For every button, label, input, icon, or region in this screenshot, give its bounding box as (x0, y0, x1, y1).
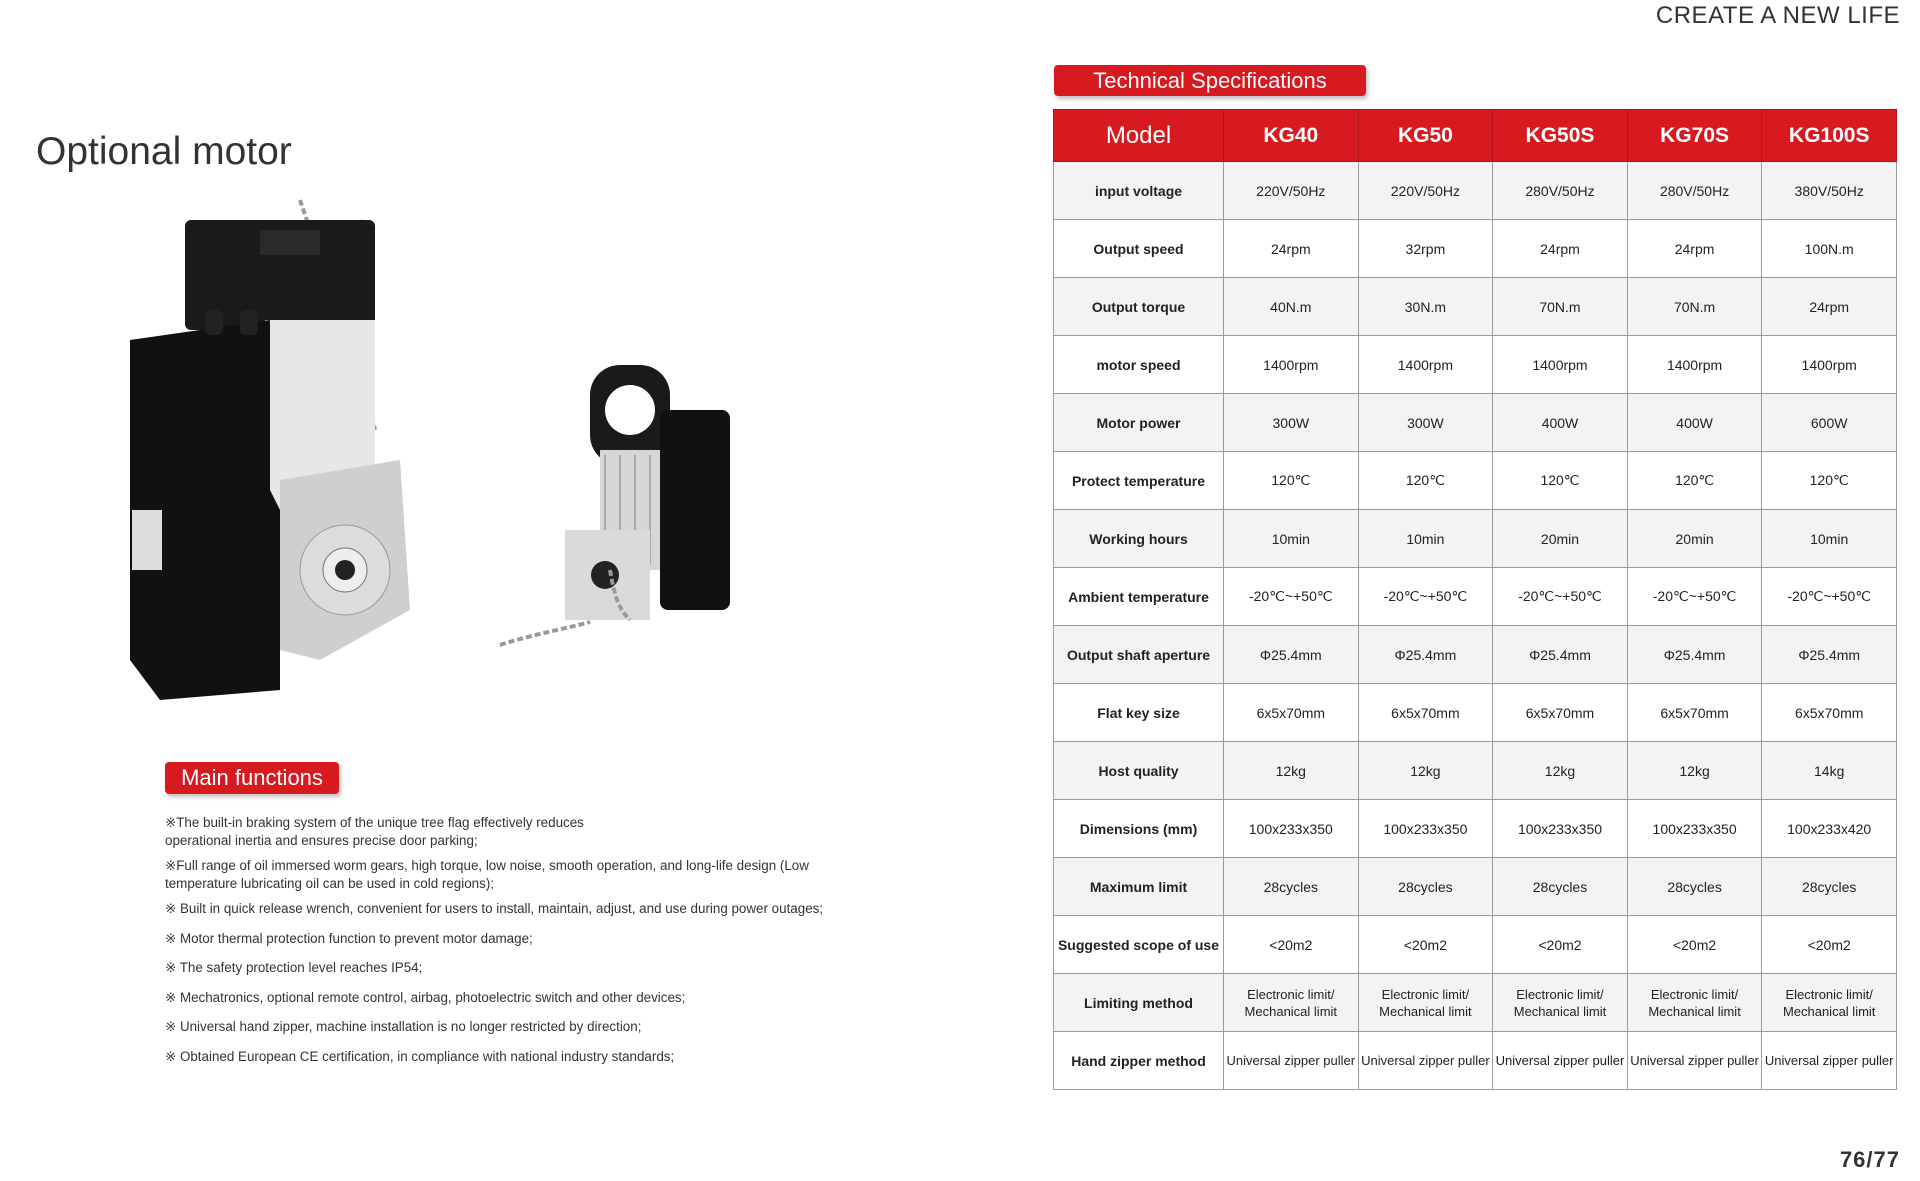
spec-value: 12kg (1627, 742, 1762, 800)
header-kg50s: KG50S (1493, 110, 1628, 162)
spec-value: 6x5x70mm (1358, 684, 1493, 742)
function-item: ※ Built in quick release wrench, convenient for users to install, maintain, adjust, and use during power outages; (165, 901, 824, 916)
spec-row (1054, 220, 1897, 278)
spec-value: 30N.m (1358, 278, 1493, 336)
spec-value: Φ25.4mm (1493, 626, 1628, 684)
spec-value: Universal zipper puller (1493, 1032, 1628, 1090)
spec-row (1054, 336, 1897, 394)
spec-value: Universal zipper puller (1358, 1032, 1493, 1090)
spec-value: -20℃~+50℃ (1358, 568, 1493, 626)
function-item: ※The built-in braking system of the unique tree flag effectively reduces operational inertia and ensures precise door parking; (165, 815, 584, 848)
spec-value: 24rpm (1493, 220, 1628, 278)
spec-value: 28cycles (1627, 858, 1762, 916)
function-item: ※ Mechatronics, optional remote control, airbag, photoelectric switch and other devices; (165, 989, 686, 1005)
spec-value: 300W (1358, 394, 1493, 452)
motor-image-large (110, 190, 440, 710)
main-functions-heading: Main functions (165, 762, 339, 794)
spec-value: 380V/50Hz (1762, 162, 1897, 220)
function-item: ※ The safety protection level reaches IP54; (165, 960, 423, 975)
spec-value: Φ25.4mm (1762, 626, 1897, 684)
spec-value: 24rpm (1224, 220, 1359, 278)
spec-row (1054, 510, 1897, 568)
spec-row (1054, 568, 1897, 626)
spec-value: 300W (1224, 394, 1359, 452)
spec-value: <20m2 (1493, 916, 1628, 974)
spec-value: 120℃ (1224, 452, 1359, 510)
spec-row (1054, 800, 1897, 858)
spec-value: 100x233x350 (1493, 800, 1628, 858)
spec-value: Electronic limit/ Mechanical limit (1493, 974, 1628, 1032)
spec-value: 100x233x350 (1627, 800, 1762, 858)
function-item: ※ Universal hand zipper, machine installation is no longer restricted by direction; (165, 1019, 642, 1034)
spec-label: Working hours (1054, 510, 1224, 568)
spec-value: 600W (1762, 394, 1897, 452)
spec-value: 28cycles (1762, 858, 1897, 916)
spec-value: 6x5x70mm (1493, 684, 1628, 742)
spec-value: -20℃~+50℃ (1493, 568, 1628, 626)
spec-value: 28cycles (1493, 858, 1628, 916)
spec-value: 6x5x70mm (1762, 684, 1897, 742)
function-item: ※ Motor thermal protection function to prevent motor damage; (165, 930, 533, 946)
spec-label: Suggested scope of use (1054, 916, 1224, 974)
spec-value: 100x233x350 (1358, 800, 1493, 858)
spec-value: Electronic limit/ Mechanical limit (1224, 974, 1359, 1032)
header-kg100s: KG100S (1762, 110, 1897, 162)
spec-value: 28cycles (1224, 858, 1359, 916)
function-item: ※Full range of oil immersed worm gears, high torque, low noise, smooth operation, and long-life design (Low temperature lubricating oil can be used in cold regions); (165, 858, 809, 891)
spec-label: Flat key size (1054, 684, 1224, 742)
spec-value: 400W (1627, 394, 1762, 452)
spec-value: 20min (1627, 510, 1762, 568)
spec-row (1054, 858, 1897, 916)
spec-value: 280V/50Hz (1493, 162, 1628, 220)
spec-value: <20m2 (1358, 916, 1493, 974)
spec-value: 28cycles (1358, 858, 1493, 916)
spec-row (1054, 162, 1897, 220)
spec-value: Universal zipper puller (1762, 1032, 1897, 1090)
spec-value: Electronic limit/ Mechanical limit (1627, 974, 1762, 1032)
spec-value: 70N.m (1493, 278, 1628, 336)
spec-value: Electronic limit/ Mechanical limit (1762, 974, 1897, 1032)
header-kg40: KG40 (1224, 110, 1359, 162)
spec-row (1054, 1032, 1897, 1090)
page-title: Optional motor (36, 130, 292, 174)
header-kg50: KG50 (1358, 110, 1493, 162)
spec-value: 40N.m (1224, 278, 1359, 336)
spec-value: 12kg (1493, 742, 1628, 800)
spec-value: <20m2 (1762, 916, 1897, 974)
page-number: 76/77 (1839, 1147, 1900, 1172)
spec-value: -20℃~+50℃ (1224, 568, 1359, 626)
spec-row (1054, 626, 1897, 684)
spec-row (1054, 278, 1897, 336)
spec-row (1054, 452, 1897, 510)
main-functions-list (165, 814, 905, 1073)
spec-value: Universal zipper puller (1224, 1032, 1359, 1090)
spec-row (1054, 394, 1897, 452)
spec-value: 400W (1493, 394, 1628, 452)
spec-value: 10min (1224, 510, 1359, 568)
spec-value: 120℃ (1627, 452, 1762, 510)
spec-label: Host quality (1054, 742, 1224, 800)
spec-row (1054, 974, 1897, 1032)
spec-value: <20m2 (1224, 916, 1359, 974)
spec-value: 6x5x70mm (1627, 684, 1762, 742)
motor-image-small (490, 360, 750, 660)
spec-value: 100N.m (1762, 220, 1897, 278)
spec-value: 32rpm (1358, 220, 1493, 278)
spec-value: Electronic limit/ Mechanical limit (1358, 974, 1493, 1032)
spec-value: 220V/50Hz (1224, 162, 1359, 220)
spec-value: 100x233x350 (1224, 800, 1359, 858)
spec-value: 220V/50Hz (1358, 162, 1493, 220)
spec-value: 6x5x70mm (1224, 684, 1359, 742)
spec-header-row (1054, 110, 1897, 162)
spec-label: motor speed (1054, 336, 1224, 394)
brand-tagline: CREATE A NEW LIFE (1655, 2, 1900, 29)
spec-value: -20℃~+50℃ (1627, 568, 1762, 626)
function-item: ※ Obtained European CE certification, in compliance with national industry standards; (165, 1048, 675, 1064)
spec-value: 14kg (1762, 742, 1897, 800)
spec-label: Ambient temperature (1054, 568, 1224, 626)
spec-value: 20min (1493, 510, 1628, 568)
spec-value: 1400rpm (1762, 336, 1897, 394)
spec-value: 12kg (1224, 742, 1359, 800)
tech-specs-heading: Technical Specifications (1054, 65, 1366, 96)
spec-label: Protect temperature (1054, 452, 1224, 510)
spec-value: 120℃ (1358, 452, 1493, 510)
spec-value: 70N.m (1627, 278, 1762, 336)
spec-value: 1400rpm (1358, 336, 1493, 394)
spec-row (1054, 742, 1897, 800)
spec-value: 100x233x420 (1762, 800, 1897, 858)
spec-value: Φ25.4mm (1627, 626, 1762, 684)
spec-value: Φ25.4mm (1224, 626, 1359, 684)
spec-value: 12kg (1358, 742, 1493, 800)
header-model: Model (1054, 110, 1224, 162)
spec-row (1054, 684, 1897, 742)
spec-label: input voltage (1054, 162, 1224, 220)
spec-value: 120℃ (1493, 452, 1628, 510)
spec-value: 1400rpm (1493, 336, 1628, 394)
spec-label: Limiting method (1054, 974, 1224, 1032)
header-kg70s: KG70S (1627, 110, 1762, 162)
spec-value: 120℃ (1762, 452, 1897, 510)
spec-label: Dimensions (mm) (1054, 800, 1224, 858)
spec-value: <20m2 (1627, 916, 1762, 974)
spec-label: Output torque (1054, 278, 1224, 336)
spec-value: -20℃~+50℃ (1762, 568, 1897, 626)
spec-value: 1400rpm (1224, 336, 1359, 394)
spec-label: Output speed (1054, 220, 1224, 278)
spec-value: 1400rpm (1627, 336, 1762, 394)
spec-value: Universal zipper puller (1627, 1032, 1762, 1090)
spec-value: Φ25.4mm (1358, 626, 1493, 684)
spec-label: Motor power (1054, 394, 1224, 452)
spec-table (1053, 109, 1897, 1090)
spec-value: 24rpm (1762, 278, 1897, 336)
spec-label: Hand zipper method (1054, 1032, 1224, 1090)
spec-value: 280V/50Hz (1627, 162, 1762, 220)
spec-label: Maximum limit (1054, 858, 1224, 916)
spec-row (1054, 916, 1897, 974)
spec-value: 24rpm (1627, 220, 1762, 278)
spec-value: 10min (1358, 510, 1493, 568)
spec-label: Output shaft aperture (1054, 626, 1224, 684)
spec-value: 10min (1762, 510, 1897, 568)
